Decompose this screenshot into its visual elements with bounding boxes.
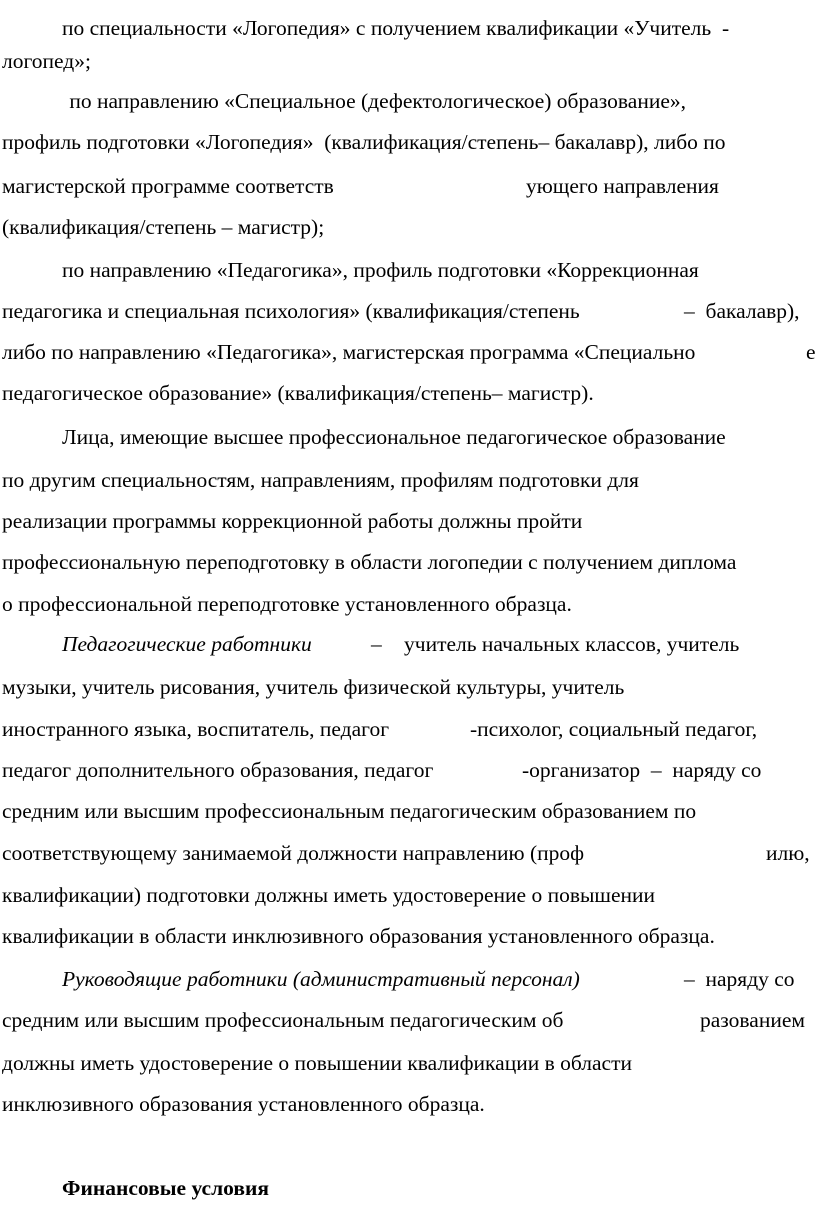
text-line: реализации программы коррекционной работы должны пройти (2, 509, 583, 533)
text-line: по специальности «Логопедия» с получением квалификации «Учитель - (62, 16, 730, 40)
text-line: профессиональную переподготовку в области логопедии с получением диплома (2, 550, 737, 574)
text-line: логопед»; (2, 49, 91, 73)
text-line: – (371, 632, 382, 656)
text-line: -организатор – наряду со (522, 758, 762, 782)
text-line: иностранного языка, воспитатель, педагог (2, 717, 390, 741)
italic-text-line: Руководящие работники (административный персонал) (62, 967, 580, 991)
text-line: педагог дополнительного образования, педагог (2, 758, 434, 782)
text-line: по направлению «Педагогика», профиль подготовки «Коррекционная (62, 258, 699, 282)
text-line: магистерской программе соответств (2, 174, 334, 198)
text-line: должны иметь удостоверение о повышении квалификации в области (2, 1051, 632, 1075)
text-line: е (806, 340, 816, 364)
text-line: профиль подготовки «Логопедия» (квалификация/степень– бакалавр), либо по (2, 130, 726, 154)
text-line: педагогика и специальная психология» (квалификация/степень (2, 299, 580, 323)
text-line: квалификации в области инклюзивного образования установленного образца. (2, 924, 715, 948)
text-line: музыки, учитель рисования, учитель физической культуры, учитель (2, 675, 625, 699)
text-line: средним или высшим профессиональным педагогическим образованием по (2, 799, 697, 823)
text-line: квалификации) подготовки должны иметь удостоверение о повышении (2, 883, 656, 907)
text-line: о профессиональной переподготовке установленного образца. (2, 592, 572, 616)
text-line: -психолог, социальный педагог, (470, 717, 758, 741)
text-line: либо по направлению «Педагогика», магистерская программа «Специально (2, 340, 696, 364)
text-line: по направлению «Специальное (дефектологическое) образование», (64, 89, 686, 113)
text-line: – наряду со (684, 967, 795, 991)
text-line: (квалификация/степень – магистр); (2, 215, 325, 239)
text-line: Лица, имеющие высшее профессиональное педагогическое образование (62, 425, 726, 449)
text-line: средним или высшим профессиональным педагогическим об (2, 1008, 564, 1032)
text-line: по другим специальностям, направлениям, профилям подготовки для (2, 468, 639, 492)
text-line: илю, (766, 841, 810, 865)
text-line: – бакалавр), (684, 299, 800, 323)
text-line: ующего направления (526, 174, 719, 198)
section-heading: Финансовые условия (62, 1176, 269, 1200)
text-line: педагогическое образование» (квалификация/степень– магистр). (2, 381, 594, 405)
text-line: инклюзивного образования установленного образца. (2, 1092, 485, 1116)
italic-text-line: Педагогические работники (62, 632, 312, 656)
text-line: соответствующему занимаемой должности направлению (проф (2, 841, 585, 865)
text-line: учитель начальных классов, учитель (404, 632, 740, 656)
text-line: разованием (700, 1008, 805, 1032)
